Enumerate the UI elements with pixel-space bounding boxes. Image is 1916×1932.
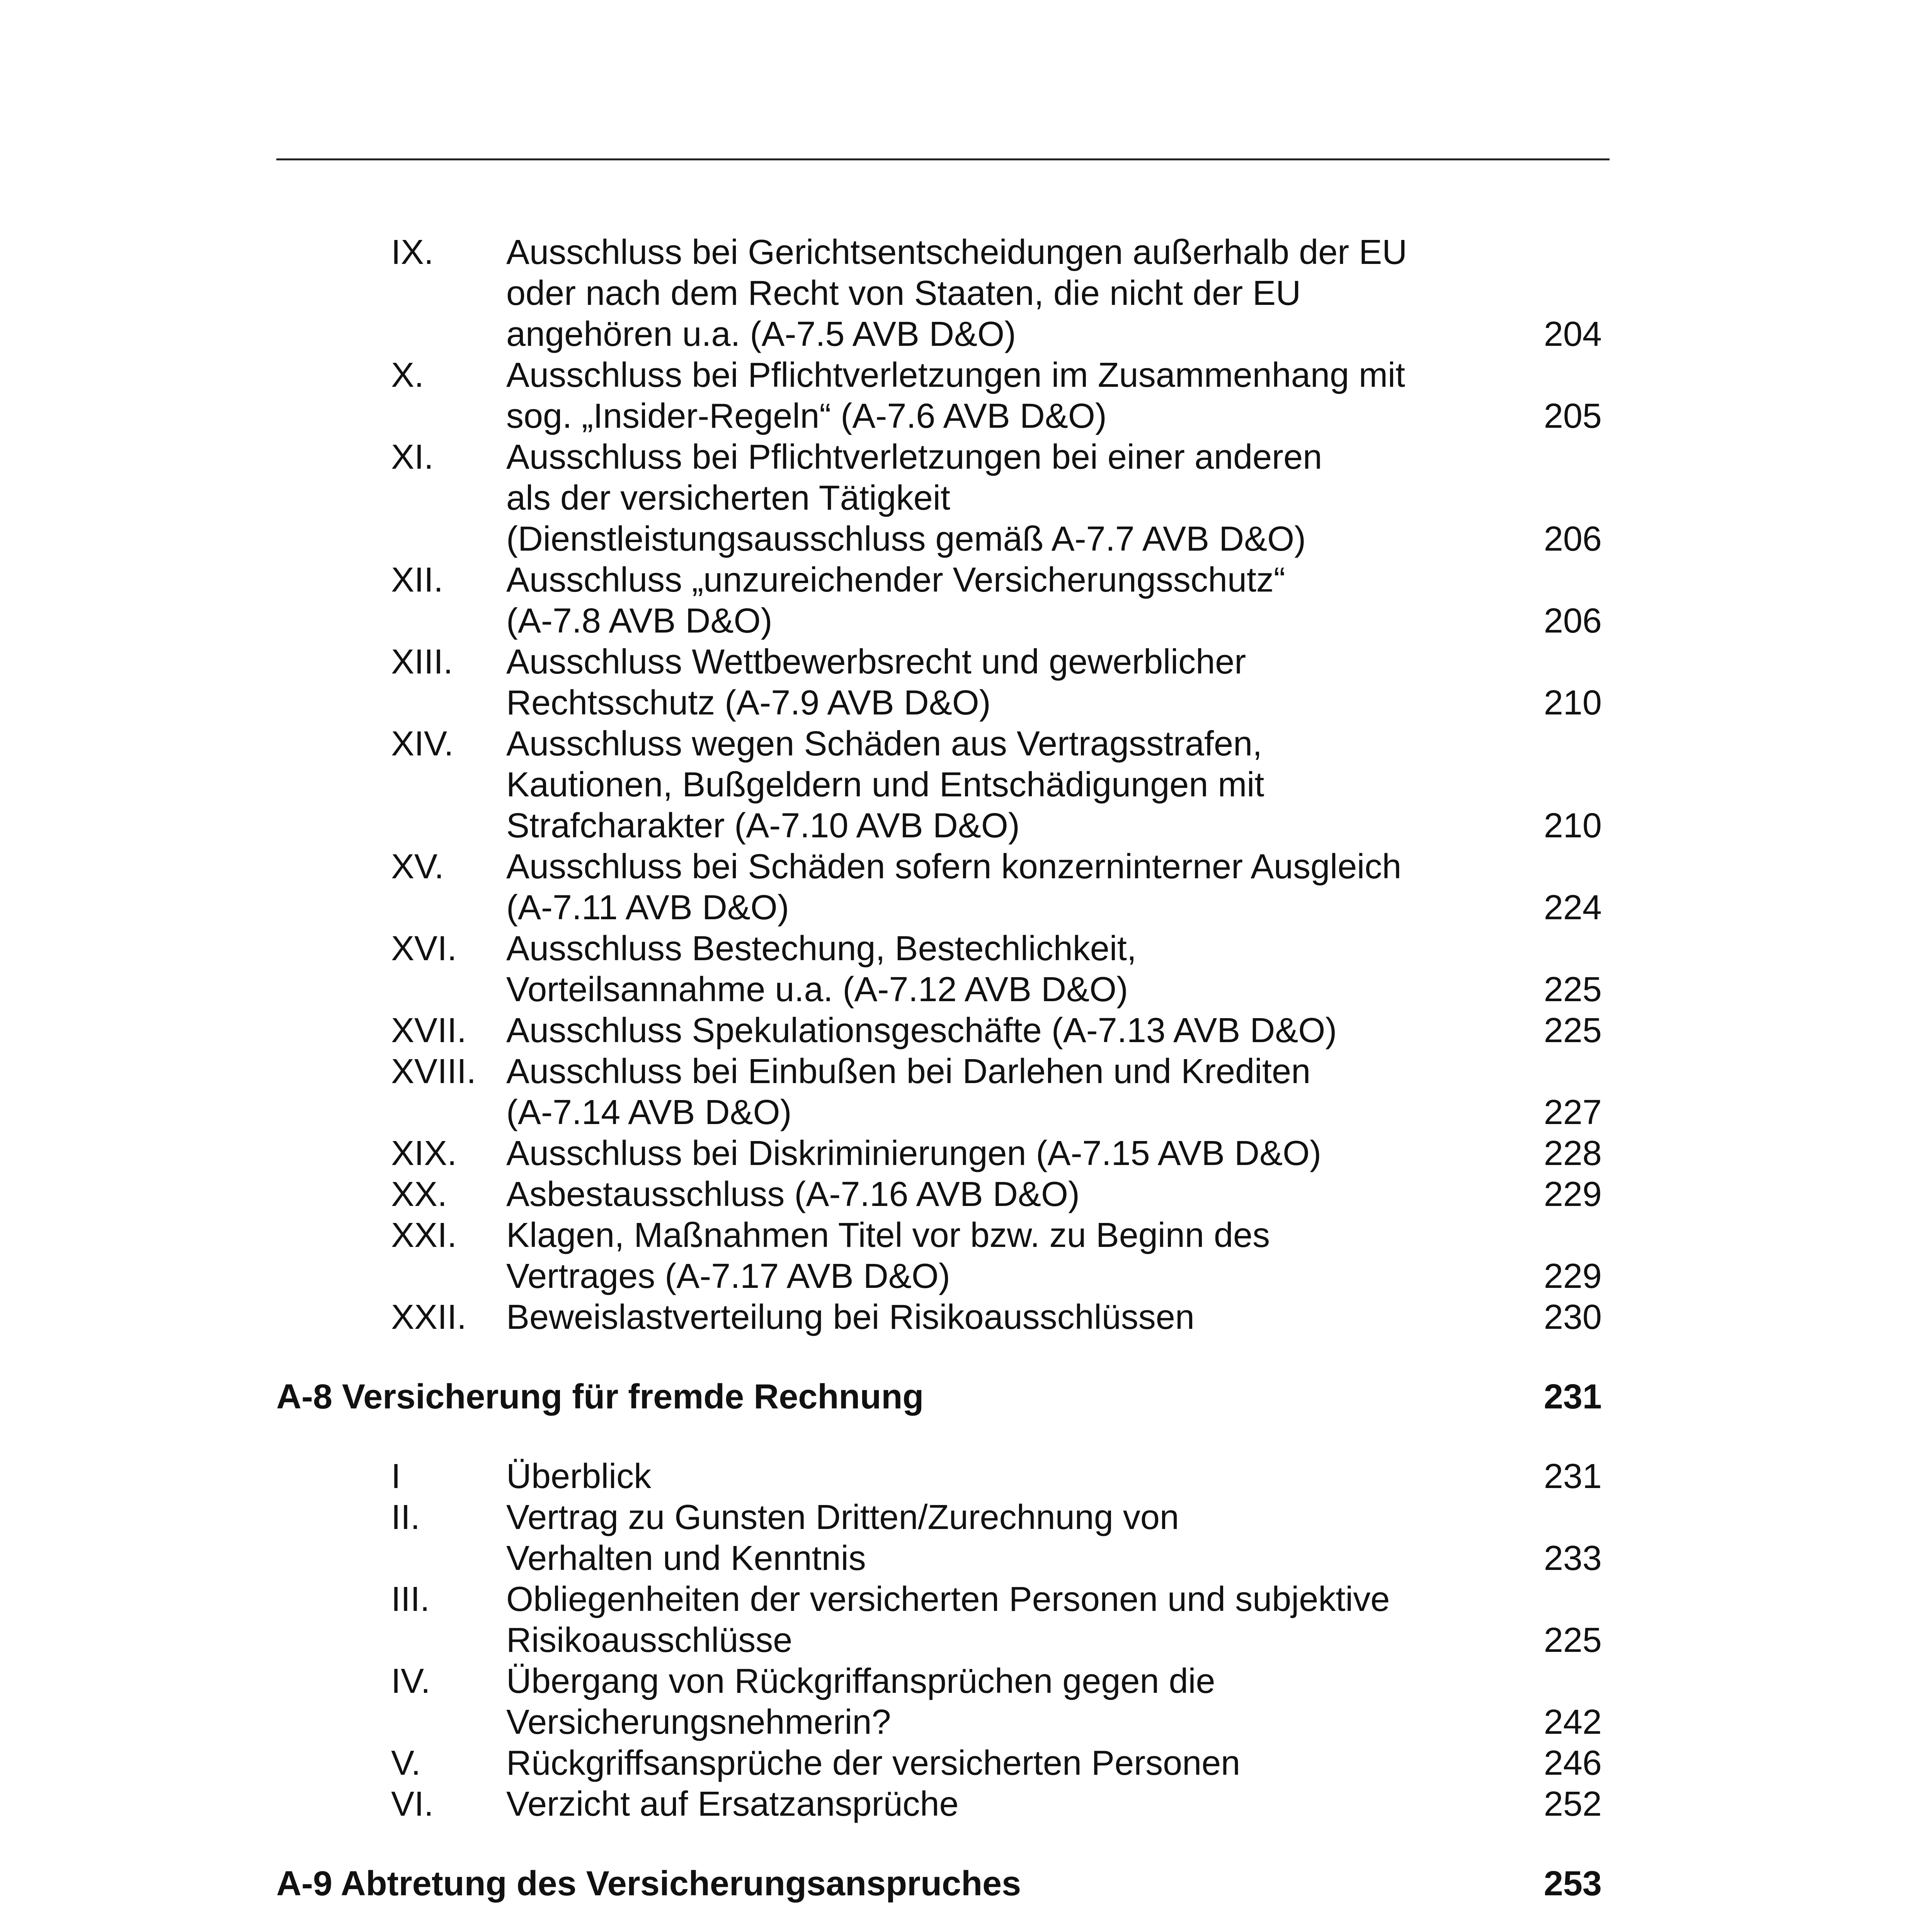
heading-page: 231 (1543, 1378, 1602, 1416)
heading-title: A-8 Versicherung für fremde Rechnung (276, 1378, 924, 1416)
entry-number: XII. (391, 561, 444, 599)
entry-number: XIII. (391, 643, 453, 681)
entry-title: Ausschluss bei Einbußen bei Darlehen und Krediten (A-7.14 AVB D&O) (506, 1052, 1311, 1132)
entry-number: XVIII. (391, 1052, 476, 1091)
entry-title: Asbestausschluss (A-7.16 AVB D&O) (506, 1175, 1080, 1214)
entry-number: XV. (391, 847, 444, 886)
entry-number: III. (391, 1580, 430, 1619)
entry-number: XXII. (391, 1298, 467, 1337)
entry-number: V. (391, 1744, 421, 1782)
entry-number: II. (391, 1498, 420, 1537)
entry-number: IX. (391, 233, 434, 272)
entry-title: Ausschluss „unzureichender Versicherungsschutz“ (A-7.8 AVB D&O) (506, 561, 1285, 640)
entry-title: Ausschluss bei Pflichtverletzungen im Zusammenhang mit sog. „Insider-Regeln“ (A-7.6 AVB D&O) (506, 356, 1406, 435)
entry-title: Übergang von Rückgriffansprüchen gegen die Versicherungsnehmerin? (506, 1662, 1215, 1742)
entry-number: XI. (391, 438, 434, 476)
entry-title: Obliegenheiten der versicherten Personen und subjektive Risikoausschlüsse (506, 1580, 1390, 1660)
heading-page: 253 (1543, 1864, 1602, 1903)
entry-number: XX. (391, 1175, 448, 1214)
entry-title: Ausschluss bei Diskriminierungen (A-7.15 AVB D&O) (506, 1134, 1322, 1173)
heading-title: A-9 Abtretung des Versicherungsanspruches (276, 1864, 1021, 1903)
entry-number: I (391, 1457, 401, 1496)
entry-number: XIX. (391, 1134, 457, 1173)
entry-number: VI. (391, 1785, 434, 1823)
entry-title: Ausschluss bei Gerichtsentscheidungen außerhalb der EU oder nach dem Recht von Staaten, die nicht der EU angehören u.a. (A-7.5 AVB D&O) (506, 233, 1407, 354)
entry-number: XVI. (391, 929, 457, 968)
entry-title: Ausschluss bei Schäden sofern konzerninterner Ausgleich (A-7.11 AVB D&O) (506, 847, 1402, 927)
entry-title: Ausschluss Bestechung, Bestechlichkeit, Vorteilsannahme u.a. (A-7.12 AVB D&O) (506, 929, 1137, 1009)
entry-number: XVII. (391, 1011, 467, 1050)
entry-title: Ausschluss wegen Schäden aus Vertragsstrafen, Kautionen, Bußgeldern und Entschädigungen mit Strafcharakter (A-7.10 AVB D&O) (506, 724, 1264, 845)
entry-number: XIV. (391, 724, 454, 763)
entry-title: Klagen, Maßnahmen Titel vor bzw. zu Beginn des Vertrages (A-7.17 AVB D&O) (506, 1216, 1270, 1296)
entry-title: Ausschluss bei Pflichtverletzungen bei einer anderen als der versicherten Tätigkeit (Dienstleistungsausschluss gemäß A-7.7 AVB D&O) (506, 438, 1322, 558)
entry-title: Ausschluss Wettbewerbsrecht und gewerblicher Rechtsschutz (A-7.9 AVB D&O) (506, 643, 1246, 722)
entry-title: Vertrag zu Gunsten Dritten/Zurechnung von Verhalten und Kenntnis (506, 1498, 1179, 1578)
entry-number: XXI. (391, 1216, 457, 1255)
entry-number: IV. (391, 1662, 431, 1701)
entry-title: Überblick (506, 1457, 652, 1496)
entry-title: Verzicht auf Ersatzansprüche (506, 1785, 959, 1823)
entry-title: Beweislastverteilung bei Risikoausschlüssen (506, 1298, 1195, 1337)
entry-title: Rückgriffsansprüche der versicherten Personen (506, 1744, 1240, 1782)
header-rule (276, 158, 1610, 160)
entry-number: X. (391, 356, 424, 395)
entry-title: Ausschluss Spekulationsgeschäfte (A-7.13 AVB D&O) (506, 1011, 1337, 1050)
